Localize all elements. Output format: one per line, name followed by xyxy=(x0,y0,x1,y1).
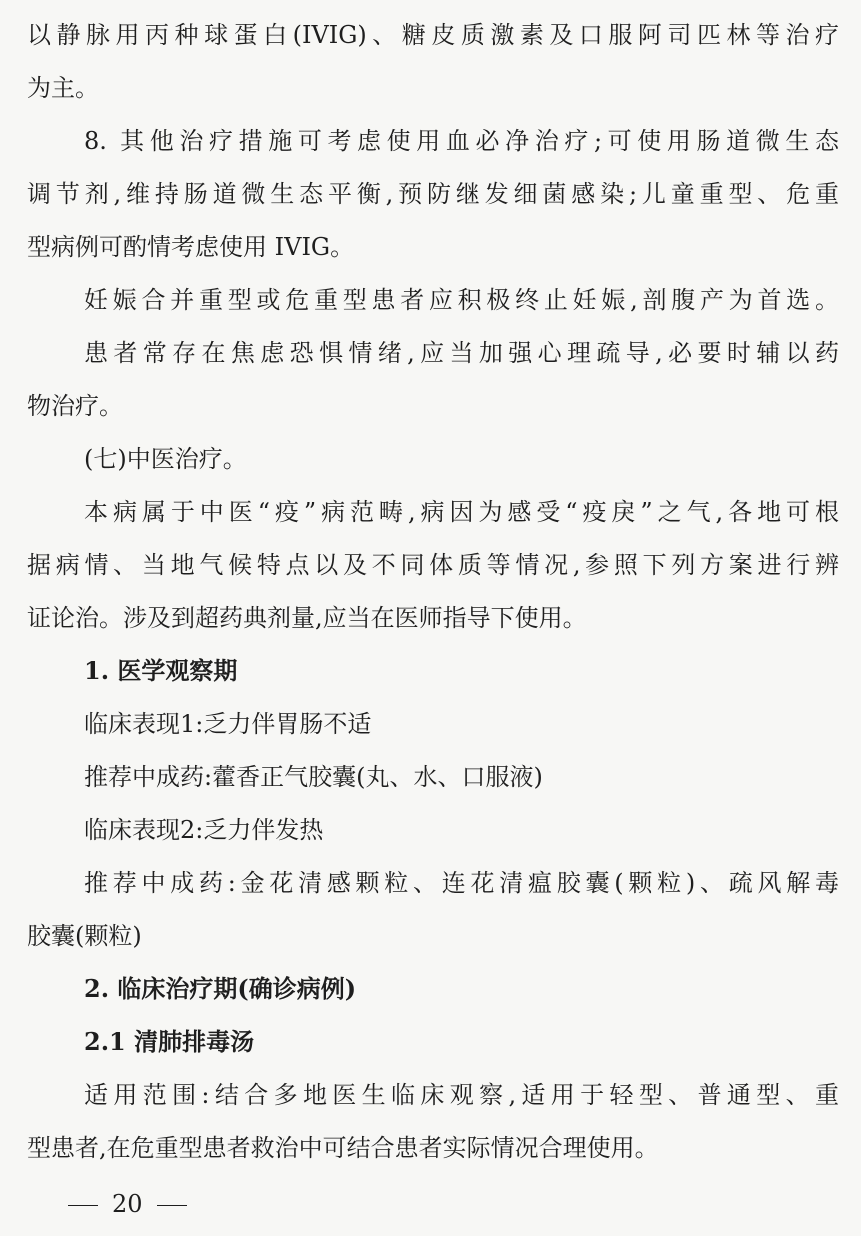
text-line: 8. 其他治疗措施可考虑使用血必净治疗;可使用肠道微生态 xyxy=(84,127,839,155)
page-footer xyxy=(54,1184,201,1224)
text-line: 推荐中成药:藿香正气胶囊(丸、水、口服液) xyxy=(84,763,543,791)
text-line: 型病例可酌情考虑使用 IVIG。 xyxy=(27,233,355,261)
dash-left xyxy=(68,1205,98,1206)
text-line: 推荐中成药:金花清感颗粒、连花清瘟胶囊(颗粒)、疏风解毒 xyxy=(84,869,839,897)
text-line: 患者常存在焦虑恐惧情绪,应当加强心理疏导,必要时辅以药 xyxy=(84,339,839,367)
page-number: 20 xyxy=(112,1190,143,1218)
text-line: 物治疗。 xyxy=(27,392,123,420)
subsection-heading: 1. 医学观察期 xyxy=(84,656,238,685)
text-line: 临床表现2:乏力伴发热 xyxy=(84,816,324,844)
text-line: 为主。 xyxy=(27,74,99,102)
text-line: 以静脉用丙种球蛋白(IVIG)、糖皮质激素及口服阿司匹林等治疗 xyxy=(27,21,839,49)
text-line: 临床表现1:乏力伴胃肠不适 xyxy=(84,710,372,738)
text-line: 据病情、当地气候特点以及不同体质等情况,参照下列方案进行辨 xyxy=(27,551,839,579)
text-line: 适用范围:结合多地医生临床观察,适用于轻型、普通型、重 xyxy=(84,1081,839,1109)
section-heading: (七)中医治疗。 xyxy=(84,445,247,473)
text-line: 证论治。涉及到超药典剂量,应当在医师指导下使用。 xyxy=(27,604,587,632)
text-line: 妊娠合并重型或危重型患者应积极终止妊娠,剖腹产为首选。 xyxy=(84,286,839,314)
text-line: 调节剂,维持肠道微生态平衡,预防继发细菌感染;儿童重型、危重 xyxy=(27,180,839,208)
text-line: 本病属于中医“疫”病范畴,病因为感受“疫戾”之气,各地可根 xyxy=(84,498,839,526)
subsection-heading: 2. 临床治疗期(确诊病例) xyxy=(84,974,357,1003)
dash-right xyxy=(157,1205,187,1206)
text-line: 型患者,在危重型患者救治中可结合患者实际情况合理使用。 xyxy=(27,1134,659,1162)
text-line: 胶囊(颗粒) xyxy=(27,922,142,950)
subsection-heading: 2.1 清肺排毒汤 xyxy=(84,1027,255,1056)
